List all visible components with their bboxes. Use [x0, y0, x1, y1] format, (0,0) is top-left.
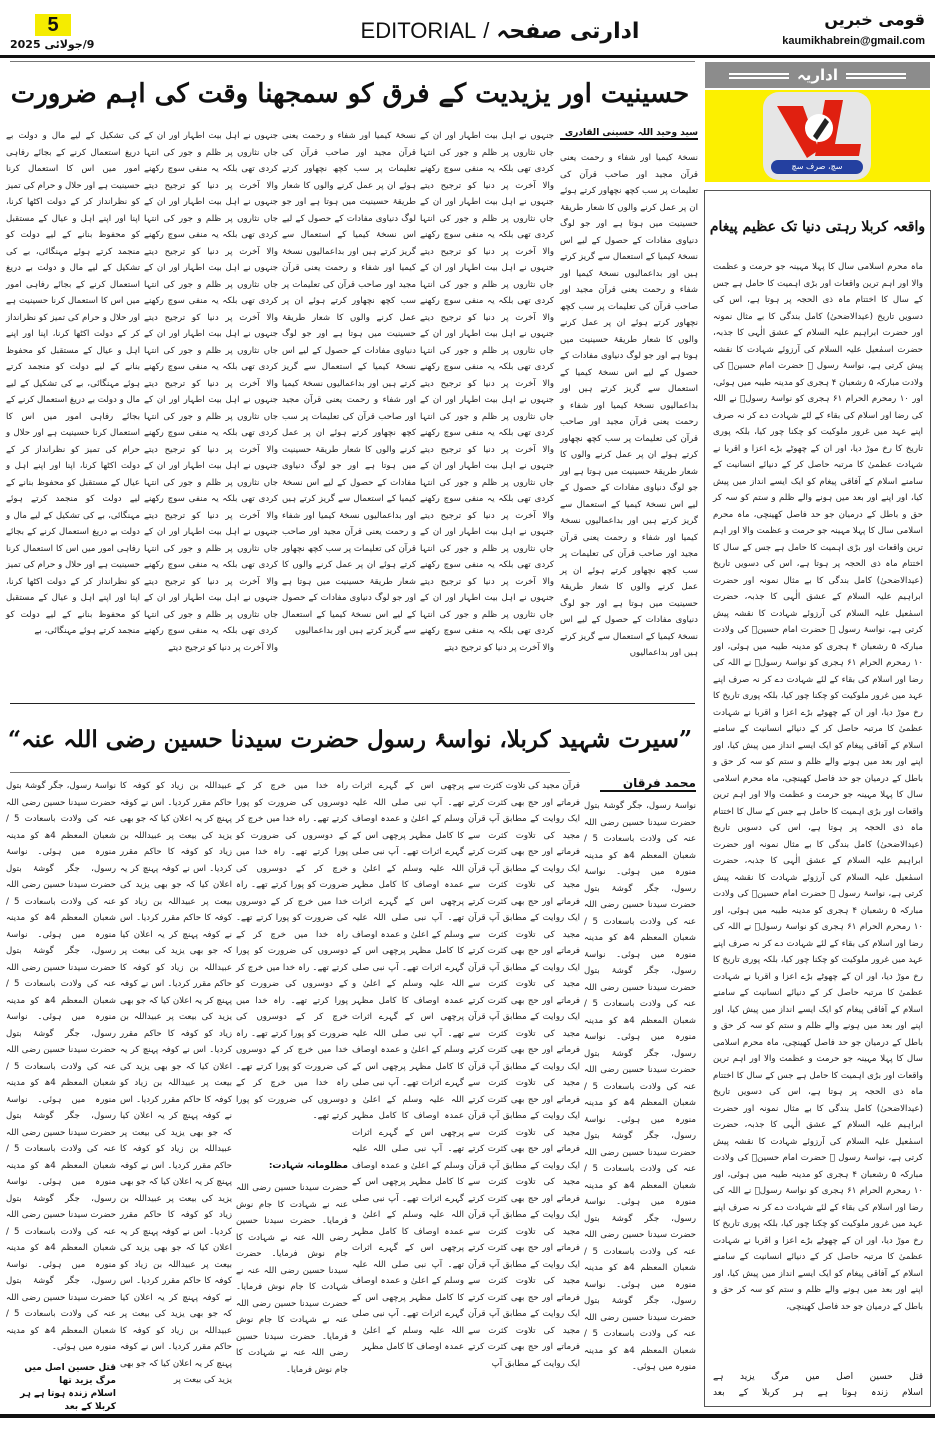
article2-subhead: مظلومانہ شہادت:	[268, 1161, 348, 1171]
couplet-line	[713, 1372, 923, 1382]
article1-byline: سید وحید اللہ حسینی القادری	[560, 128, 698, 140]
section-title-en: EDITORIAL	[360, 18, 477, 43]
word: قتل	[909, 1372, 923, 1382]
editorial-label-text: اداریہ	[796, 66, 839, 84]
footer-rule	[0, 1414, 935, 1418]
decorative-rule	[846, 73, 906, 79]
word: کربلا	[762, 1388, 780, 1398]
contact-email: kaumikhabrein@gmail.com	[782, 35, 925, 47]
couplet-line	[713, 1388, 923, 1398]
word: ہے	[713, 1372, 724, 1382]
word: ہوتا	[842, 1388, 858, 1398]
footer-quote-line: اسلام زندہ ہوتا ہے ہر کربلا کے بعد	[19, 1389, 116, 1412]
word: ہر	[793, 1388, 804, 1398]
article2-column: حضرت سیدنا حسین رضی اللہ عنہ نے شہادت کا جام نوش فرمایا۔ حضرت سیدنا حسین رضی اللہ عنہ نے شہادت کا جام نوش فرمایا۔ حضرت سیدنا حسین رضی اللہ عنہ نے شہادت کا جام نوش فرمایا۔ حضرت سیدنا حسین رضی اللہ عنہ نے شہادت کا جام نوش فرمایا۔ حضرت سیدنا حسین رضی اللہ عنہ نے شہادت کا جام نوش فرمایا۔	[236, 1183, 348, 1375]
logo-tagline: سچ، صرف سچ	[771, 160, 863, 174]
section-title-ur: ادارتی صفحہ	[496, 19, 640, 44]
word: زندہ	[871, 1388, 889, 1398]
brand-logo-panel	[705, 90, 930, 182]
newspaper-name: قومی خبریں	[824, 10, 925, 29]
footer-quote-line: قتل حسین اصل میں مرگ یزید تھا	[24, 1363, 116, 1386]
word: اسلام	[902, 1388, 923, 1398]
footer-quote	[6, 1362, 116, 1414]
editorial-label	[705, 62, 930, 88]
page-number: 5	[35, 14, 71, 36]
article2-byline: محمد فرقان	[600, 776, 696, 792]
article1-column: جنہوں نے اہل بیت اطہار اور ان کے جاں نثاروں پر ظلم و جور کی انتہا کردی تھی بلکہ یہ منفی سوچ رکھنے والا آخرت پر دنیا کو ترجیح دیتے جنہوں نے اہل بیت اطہار اور ان کے جاں نثاروں پر ظلم و جور کی انتہا کردی تھی بلکہ یہ منفی سوچ رکھنے والا آخرت پر دنیا کو ترجیح دیتے جنہوں نے اہل بیت اطہار اور ان کے جاں نثاروں پر ظلم و جور کی انتہا کردی تھی بلکہ یہ منفی سوچ رکھنے والا آخرت پر دنیا کو ترجیح دیتے جنہوں نے اہل بیت اطہار اور ان کے جاں نثاروں پر ظلم و جور کی انتہا کردی تھی بلکہ یہ منفی سوچ رکھنے والا آخرت پر دنیا کو ترجیح دیتے جنہوں نے اہل بیت اطہار اور ان کے جاں نثاروں پر ظلم و جور کی انتہا کردی تھی بلکہ یہ منفی سوچ رکھنے والا آخرت پر دنیا کو ترجیح دیتے جنہوں نے اہل بیت اطہار اور ان کے جاں نثاروں پر ظلم و جور کی انتہا کردی تھی بلکہ یہ منفی سوچ رکھنے والا آخرت پر دنیا کو ترجیح دیتے جنہوں نے اہل بیت اطہار اور ان کے جاں نثاروں پر ظلم و جور کی انتہا کردی تھی بلکہ یہ منفی سوچ رکھنے والا آخرت پر دنیا کو ترجیح دیتے جنہوں نے اہل بیت اطہار اور ان کے جاں نثاروں پر ظلم و جور کی انتہا کردی تھی بلکہ یہ منفی سوچ رکھنے والا آخرت پر دنیا کو ترجیح دیتے	[144, 131, 278, 653]
article2-headline: ”سیرت شہید کربلا، نواسۂ رسول حضرت سیدنا حسین رضی اللہ عنہ“	[7, 726, 693, 753]
word: حسین	[869, 1372, 893, 1382]
decorative-rule	[729, 73, 789, 79]
word: مرگ	[771, 1372, 789, 1382]
article1-column: کی تشکیل کے لیے مال و دولت بے دریغ استعمال کرنے کے بجائے رفاہی امور میں اس کا استعمال کرنا حسینیت ہے اور حلال و حرام کی تمیز کو نظرانداز کر کے دولت اکٹھا کرنا، اپنا اور اپنے اہل و عیال کے مستقبل کو محفوظ بنانے کے لیے دولت کو منجمد کرتے ہوئے مہنگائی، بے کی تشکیل کے لیے مال و دولت بے دریغ استعمال کرنے کے بجائے رفاہی امور میں اس کا استعمال کرنا حسینیت ہے اور حلال و حرام کی تمیز کو نظرانداز کر کے دولت اکٹھا کرنا، اپنا اور اپنے اہل و عیال کے مستقبل کو محفوظ بنانے کے لیے دولت کو منجمد کرتے ہوئے مہنگائی، بے کی تشکیل کے لیے مال و دولت بے دریغ استعمال کرنے کے بجائے رفاہی امور میں اس کا استعمال کرنا حسینیت ہے اور حلال و حرام کی تمیز کو نظرانداز کر کے دولت اکٹھا کرنا، اپنا اور اپنے اہل و عیال کے مستقبل کو محفوظ بنانے کے لیے دولت کو منجمد کرتے ہوئے مہنگائی، بے کی تشکیل کے لیے مال و دولت بے دریغ استعمال کرنے کے بجائے رفاہی امور میں اس کا استعمال کرنا حسینیت ہے اور حلال و حرام کی تمیز کو نظرانداز کر کے دولت اکٹھا کرنا، اپنا اور اپنے اہل و عیال کے مستقبل کو محفوظ بنانے کے لیے دولت کو منجمد کرتے ہوئے مہنگائی، بے	[6, 131, 140, 636]
article2-column: قرآن مجید کی تلاوت کثرت سے فرماتے اور حج بھی کثرت کرتے ایک روایت کے مطابق آپ قرآن مجید کی تلاوت کثرت سے فرماتے اور حج بھی کثرت کرتے ایک روایت کے مطابق آپ قرآن مجید کی تلاوت کثرت سے فرماتے اور حج بھی کثرت کرتے ایک روایت کے مطابق آپ قرآن مجید کی تلاوت کثرت سے فرماتے اور حج بھی کثرت کرتے ایک روایت کے مطابق آپ قرآن مجید کی تلاوت کثرت سے فرماتے اور حج بھی کثرت کرتے ایک روایت کے مطابق آپ قرآن مجید کی تلاوت کثرت سے فرماتے اور حج بھی کثرت کرتے ایک روایت کے مطابق آپ قرآن مجید کی تلاوت کثرت سے فرماتے اور حج بھی کثرت کرتے ایک روایت کے مطابق آپ قرآن مجید کی تلاوت کثرت سے فرماتے اور حج بھی کثرت کرتے ایک روایت کے مطابق آپ قرآن مجید کی تلاوت کثرت سے فرماتے اور حج بھی کثرت کرتے ایک روایت کے مطابق آپ قرآن مجید کی تلاوت کثرت سے فرماتے اور حج بھی کثرت کرتے ایک روایت کے مطابق آپ قرآن مجید کی تلاوت کثرت سے فرماتے اور حج بھی کثرت کرتے ایک روایت کے مطابق آپ قرآن مجید کی تلاوت کثرت سے فرماتے اور حج بھی کثرت کرتے ایک روایت کے مطابق آپ	[468, 781, 580, 1369]
word: میں	[805, 1372, 820, 1382]
section-title	[300, 18, 700, 44]
word: کے	[738, 1388, 749, 1398]
divider	[10, 703, 695, 704]
issue-date: 9/جولائی 2025	[10, 38, 95, 51]
article2-column: راہ خدا میں خرچ کر کے دوسروں کی ضرورت کو پورا کرتے تھے۔ راہ خدا میں خرچ کر کے دوسروں کی ضرورت کو پورا کرتے تھے۔ راہ خدا میں خرچ کر کے دوسروں کی ضرورت کو پورا کرتے تھے۔ راہ خدا میں خرچ کر کے دوسروں کی ضرورت کو پورا کرتے تھے۔ راہ خدا میں خرچ کر کے دوسروں کی ضرورت کو پورا کرتے تھے۔ راہ خدا میں خرچ کر کے دوسروں کی ضرورت کو پورا کرتے تھے۔ راہ خدا میں خرچ کر کے دوسروں کی ضرورت کو پورا کرتے تھے۔ راہ خدا میں خرچ کر کے دوسروں کی ضرورت کو پورا کرتے تھے۔ راہ خدا میں خرچ کر کے دوسروں کی ضرورت کو پورا کرتے تھے۔	[236, 781, 348, 1121]
divider	[10, 772, 570, 773]
article1-column: جنہوں نے اہل بیت اطہار اور ان کے جاں نثاروں پر ظلم و جور کی انتہا کردی تھی بلکہ یہ منفی سوچ رکھنے والا آخرت پر دنیا کو ترجیح دیتے جنہوں نے اہل بیت اطہار اور ان کے جاں نثاروں پر ظلم و جور کی انتہا کردی تھی بلکہ یہ منفی سوچ رکھنے والا آخرت پر دنیا کو ترجیح دیتے جنہوں نے اہل بیت اطہار اور ان کے جاں نثاروں پر ظلم و جور کی انتہا کردی تھی بلکہ یہ منفی سوچ رکھنے والا آخرت پر دنیا کو ترجیح دیتے جنہوں نے اہل بیت اطہار اور ان کے جاں نثاروں پر ظلم و جور کی انتہا کردی تھی بلکہ یہ منفی سوچ رکھنے والا آخرت پر دنیا کو ترجیح دیتے جنہوں نے اہل بیت اطہار اور ان کے جاں نثاروں پر ظلم و جور کی انتہا کردی تھی بلکہ یہ منفی سوچ رکھنے والا آخرت پر دنیا کو ترجیح دیتے جنہوں نے اہل بیت اطہار اور ان کے جاں نثاروں پر ظلم و جور کی انتہا کردی تھی بلکہ یہ منفی سوچ رکھنے والا آخرت پر دنیا کو ترجیح دیتے جنہوں نے اہل بیت اطہار اور ان کے جاں نثاروں پر ظلم و جور کی انتہا کردی تھی بلکہ یہ منفی سوچ رکھنے والا آخرت پر دنیا کو ترجیح دیتے جنہوں نے اہل بیت اطہار اور ان کے جاں نثاروں پر ظلم و جور کی انتہا کردی تھی بلکہ یہ منفی سوچ رکھنے والا آخرت پر دنیا کو ترجیح دیتے	[420, 131, 554, 653]
editorial-headline: واقعہ کربلا رہتی دنیا تک عظیم پیغام	[709, 219, 926, 235]
editorial-box	[704, 190, 931, 1407]
word: یزید	[739, 1372, 755, 1382]
article1-headline: حسینیت اور یزیدیت کے فرق کو سمجھنا وقت کی اہم ضرورت	[10, 79, 690, 109]
article2-column: نواسۂ رسول، جگر گوشۂ بتول حضرت سیدنا حسین رضی اللہ عنہ کی ولادت باسعادت 5 / شعبان المعظم 4ھ کو مدینہ منورہ میں ہوئی۔ نواسۂ رسول، جگر گوشۂ بتول حضرت سیدنا حسین رضی اللہ عنہ کی ولادت باسعادت 5 / شعبان المعظم 4ھ کو مدینہ منورہ میں ہوئی۔ نواسۂ رسول، جگر گوشۂ بتول حضرت سیدنا حسین رضی اللہ عنہ کی ولادت باسعادت 5 / شعبان المعظم 4ھ کو مدینہ منورہ میں ہوئی۔ نواسۂ رسول، جگر گوشۂ بتول حضرت سیدنا حسین رضی اللہ عنہ کی ولادت باسعادت 5 / شعبان المعظم 4ھ کو مدینہ منورہ میں ہوئی۔ نواسۂ رسول، جگر گوشۂ بتول حضرت سیدنا حسین رضی اللہ عنہ کی ولادت باسعادت 5 / شعبان المعظم 4ھ کو مدینہ منورہ میں ہوئی۔ نواسۂ رسول، جگر گوشۂ بتول حضرت سیدنا حسین رضی اللہ عنہ کی ولادت باسعادت 5 / شعبان المعظم 4ھ کو مدینہ منورہ میں ہوئی۔ نواسۂ رسول، جگر گوشۂ بتول حضرت سیدنا حسین رضی اللہ عنہ کی ولادت باسعادت 5 / شعبان المعظم 4ھ کو مدینہ منورہ میں ہوئی۔	[6, 781, 116, 1352]
pen-logo-icon	[763, 92, 871, 180]
article1-column: نسخۂ کیمیا اور شفاء و رحمت یعنی قرآن مجید اور صاحب قرآن کی تعلیمات پر سب کچھ نچھاور کرتے ہوئے ان پر عمل کرنے والوں کا شعار طریقۂ حسینیت میں ہوتا ہے اور جو لوگ دنیاوی مفادات کے حصول کے لیے اس نسخۂ کیمیا کے استعمال سے گریز کرتے ہیں اور بداعمالیوں نسخۂ کیمیا اور شفاء و رحمت یعنی قرآن مجید اور صاحب قرآن کی تعلیمات پر سب کچھ نچھاور کرتے ہوئے ان پر عمل کرنے والوں کا شعار طریقۂ حسینیت میں ہوتا ہے اور جو لوگ دنیاوی مفادات کے حصول کے لیے اس نسخۂ کیمیا کے استعمال سے گریز کرتے ہیں اور بداعمالیوں نسخۂ کیمیا اور شفاء و رحمت یعنی قرآن مجید اور صاحب قرآن کی تعلیمات پر سب کچھ نچھاور کرتے ہوئے ان پر عمل کرنے والوں کا شعار طریقۂ حسینیت میں ہوتا ہے اور جو لوگ دنیاوی مفادات کے حصول کے لیے اس نسخۂ کیمیا کے استعمال سے گریز کرتے ہیں اور بداعمالیوں نسخۂ کیمیا اور شفاء و رحمت یعنی قرآن مجید اور صاحب قرآن کی تعلیمات پر سب کچھ نچھاور کرتے ہوئے ان پر عمل کرنے والوں کا شعار طریقۂ حسینیت میں ہوتا ہے اور جو لوگ دنیاوی مفادات کے حصول کے لیے اس نسخۂ کیمیا کے استعمال سے گریز کرتے ہیں اور بداعمالیوں	[560, 153, 698, 658]
section-separator: /	[483, 18, 490, 43]
divider	[10, 61, 695, 62]
word: بعد	[713, 1388, 725, 1398]
word: اصل	[836, 1372, 854, 1382]
word: ہے	[817, 1388, 829, 1398]
masthead-brand	[782, 10, 925, 47]
article2-column: عبیداللہ بن زیاد کو کوفہ کا حاکم مقرر کردیا۔ اس نے کوفہ پہنچ کر یہ اعلان کیا کہ جو بھی یزید کی بیعت پر عبیداللہ بن زیاد کو کوفہ کا حاکم مقرر کردیا۔ اس نے کوفہ پہنچ کر یہ اعلان کیا کہ جو بھی یزید کی بیعت پر عبیداللہ بن زیاد کو کوفہ کا حاکم مقرر کردیا۔ اس نے کوفہ پہنچ کر یہ اعلان کیا کہ جو بھی یزید کی بیعت پر عبیداللہ بن زیاد کو کوفہ کا حاکم مقرر کردیا۔ اس نے کوفہ پہنچ کر یہ اعلان کیا کہ جو بھی یزید کی بیعت پر عبیداللہ بن زیاد کو کوفہ کا حاکم مقرر کردیا۔ اس نے کوفہ پہنچ کر یہ اعلان کیا کہ جو بھی یزید کی بیعت پر عبیداللہ بن زیاد کو کوفہ کا حاکم مقرر کردیا۔ اس نے کوفہ پہنچ کر یہ اعلان کیا کہ جو بھی یزید کی بیعت پر عبیداللہ بن زیاد کو کوفہ کا حاکم مقرر کردیا۔ اس نے کوفہ پہنچ کر یہ اعلان کیا کہ جو بھی یزید کی بیعت پر عبیداللہ بن زیاد کو کوفہ کا حاکم مقرر کردیا۔ اس نے کوفہ پہنچ کر یہ اعلان کیا کہ جو بھی یزید کی بیعت پر عبیداللہ بن زیاد کو کوفہ کا حاکم مقرر کردیا۔ اس نے کوفہ پہنچ کر یہ اعلان کیا کہ جو بھی یزید کی بیعت پر عبیداللہ بن زیاد کو کوفہ کا حاکم مقرر کردیا۔ اس نے کوفہ پہنچ کر یہ اعلان کیا کہ جو بھی یزید کی بیعت پر	[120, 781, 232, 1385]
article1-column: نسخۂ کیمیا اور شفاء و رحمت یعنی قرآن مجید اور صاحب قرآن کی تعلیمات پر سب کچھ نچھاور کرتے ہوئے ان پر عمل کرنے والوں کا شعار طریقۂ حسینیت میں ہوتا ہے اور جو لوگ دنیاوی مفادات کے حصول کے لیے اس نسخۂ کیمیا کے استعمال سے گریز کرتے ہیں اور بداعمالیوں نسخۂ کیمیا اور شفاء و رحمت یعنی قرآن مجید اور صاحب قرآن کی تعلیمات پر سب کچھ نچھاور کرتے ہوئے ان پر عمل کرنے والوں کا شعار طریقۂ حسینیت میں ہوتا ہے اور جو لوگ دنیاوی مفادات کے حصول کے لیے اس نسخۂ کیمیا کے استعمال سے گریز کرتے ہیں اور بداعمالیوں نسخۂ کیمیا اور شفاء و رحمت یعنی قرآن مجید اور صاحب قرآن کی تعلیمات پر سب کچھ نچھاور کرتے ہوئے ان پر عمل کرنے والوں کا شعار طریقۂ حسینیت میں ہوتا ہے اور جو لوگ دنیاوی مفادات کے حصول کے لیے اس نسخۂ کیمیا کے استعمال سے گریز کرتے ہیں اور بداعمالیوں نسخۂ کیمیا اور شفاء و رحمت یعنی قرآن مجید اور صاحب قرآن کی تعلیمات پر سب کچھ نچھاور کرتے ہوئے ان پر عمل کرنے والوں کا شعار طریقۂ حسینیت میں ہوتا ہے اور جو لوگ دنیاوی مفادات کے حصول کے لیے اس نسخۂ کیمیا کے استعمال سے گریز کرتے ہیں اور بداعمالیوں	[282, 131, 416, 636]
article2-column: نواسۂ رسول، جگر گوشۂ بتول حضرت سیدنا حسین رضی اللہ عنہ کی ولادت باسعادت 5 / شعبان المعظم 4ھ کو مدینہ منورہ میں ہوئی۔ نواسۂ رسول، جگر گوشۂ بتول حضرت سیدنا حسین رضی اللہ عنہ کی ولادت باسعادت 5 / شعبان المعظم 4ھ کو مدینہ منورہ میں ہوئی۔ نواسۂ رسول، جگر گوشۂ بتول حضرت سیدنا حسین رضی اللہ عنہ کی ولادت باسعادت 5 / شعبان المعظم 4ھ کو مدینہ منورہ میں ہوئی۔ نواسۂ رسول، جگر گوشۂ بتول حضرت سیدنا حسین رضی اللہ عنہ کی ولادت باسعادت 5 / شعبان المعظم 4ھ کو مدینہ منورہ میں ہوئی۔ نواسۂ رسول، جگر گوشۂ بتول حضرت سیدنا حسین رضی اللہ عنہ کی ولادت باسعادت 5 / شعبان المعظم 4ھ کو مدینہ منورہ میں ہوئی۔ نواسۂ رسول، جگر گوشۂ بتول حضرت سیدنا حسین رضی اللہ عنہ کی ولادت باسعادت 5 / شعبان المعظم 4ھ کو مدینہ منورہ میں ہوئی۔ نواسۂ رسول، جگر گوشۂ بتول حضرت سیدنا حسین رضی اللہ عنہ کی ولادت باسعادت 5 / شعبان المعظم 4ھ کو مدینہ منورہ میں ہوئی۔	[584, 801, 696, 1372]
editorial-text: ماہ محرم اسلامی سال کا پہلا مہینہ جو حرمت و عظمت والا اور اہم ترین واقعات اور بڑی اہمیت کا حامل ہے جس کے سال کا اختتام ماہ ذی الحجہ پر ہوتا ہے، اس کی دسویں تاریخ (عیدالاضحیٰ) کامل بندگی کا بے مثال نمونہ اور حضرت ابراہیم علیہ السلام کے عشق الٰہی کا جذبہ، حضرت اسمٰعیل علیہ السلام کی آرزوئے شہادت کا نقشہ پیش کرتی ہے، نواسۂ رسول ﷺ حضرت امام حسینؓ کی ولادت مبارکہ ۵ رشعبان ۴ ہجری کو مدینہ طیبہ میں ہوئی، اور ۱۰ رمحرم الحرام ۶۱ ہجری کو نواسۂ رسولؐ نے اللہ کی رضا اور اسلام کی بقاء کے لئے شہادت دے کر نہ صرف اپنے عہد میں غرور ملوکیت کو چکنا چور کیا، بلکہ پوری تاریخ کا رخ موڑ دیا، اور ان کے چھوٹے بڑے اعزا و اقربا نے شہادت عظمیٰ کا مرتبہ حاصل کر کے دنیائے انسانیت کے سامنے اسلام کے آفاقی پیغام کو ایک ایسے انداز میں پیش کیا، اور اپنے اور بعد میں ہونے والے ظلم و ستم کو سہ کر حق و باطل کے درمیان جو حد فاصل کھینچی، ماہ محرم اسلامی سال کا پہلا مہینہ جو حرمت و عظمت والا اور اہم ترین واقعات اور بڑی اہمیت کا حامل ہے جس کے سال کا اختتام ماہ ذی الحجہ پر ہوتا ہے، اس کی دسویں تاریخ (عیدالاضحیٰ) کامل بندگی کا بے مثال نمونہ اور حضرت ابراہیم علیہ السلام کے عشق الٰہی کا جذبہ، حضرت اسمٰعیل علیہ السلام کی آرزوئے شہادت کا نقشہ پیش کرتی ہے، نواسۂ رسول ﷺ حضرت امام حسینؓ کی ولادت مبارکہ ۵ رشعبان ۴ ہجری کو مدینہ طیبہ میں ہوئی، اور ۱۰ رمحرم الحرام ۶۱ ہجری کو نواسۂ رسولؐ نے اللہ کی رضا اور اسلام کی بقاء کے لئے شہادت دے کر نہ صرف اپنے عہد میں غرور ملوکیت کو چکنا چور کیا، بلکہ پوری تاریخ کا رخ موڑ دیا، اور ان کے چھوٹے بڑے اعزا و اقربا نے شہادت عظمیٰ کا مرتبہ حاصل کر کے دنیائے انسانیت کے سامنے اسلام کے آفاقی پیغام کو ایک ایسے انداز میں پیش کیا، اور اپنے اور بعد میں ہونے والے ظلم و ستم کو سہ کر حق و باطل کے درمیان جو حد فاصل کھینچی، ماہ محرم اسلامی سال کا پہلا مہینہ جو حرمت و عظمت والا اور اہم ترین واقعات اور بڑی اہمیت کا حامل ہے جس کے سال کا اختتام ماہ ذی الحجہ پر ہوتا ہے، اس کی دسویں تاریخ (عیدالاضحیٰ) کامل بندگی کا بے مثال نمونہ اور حضرت ابراہیم علیہ السلام کے عشق الٰہی کا جذبہ، حضرت اسمٰعیل علیہ السلام کی آرزوئے شہادت کا نقشہ پیش کرتی ہے، نواسۂ رسول ﷺ حضرت امام حسینؓ کی ولادت مبارکہ ۵ رشعبان ۴ ہجری کو مدینہ طیبہ میں ہوئی، اور ۱۰ رمحرم الحرام ۶۱ ہجری کو نواسۂ رسولؐ نے اللہ کی رضا اور اسلام کی بقاء کے لئے شہادت دے کر نہ صرف اپنے عہد میں غرور ملوکیت کو چکنا چور کیا، بلکہ پوری تاریخ کا رخ موڑ دیا، اور ان کے چھوٹے بڑے اعزا و اقربا نے شہادت عظمیٰ کا مرتبہ حاصل کر کے دنیائے انسانیت کے سامنے اسلام کے آفاقی پیغام کو ایک ایسے انداز میں پیش کیا، اور اپنے اور بعد میں ہونے والے ظلم و ستم کو سہ کر حق و باطل کے درمیان جو حد فاصل کھینچی، ماہ محرم اسلامی سال کا پہلا مہینہ جو حرمت و عظمت والا اور اہم ترین واقعات اور بڑی اہمیت کا حامل ہے جس کے سال کا اختتام ماہ ذی الحجہ پر ہوتا ہے، اس کی دسویں تاریخ (عیدالاضحیٰ) کامل بندگی کا بے مثال نمونہ اور حضرت ابراہیم علیہ السلام کے عشق الٰہی کا جذبہ، حضرت اسمٰعیل علیہ السلام کی آرزوئے شہادت کا نقشہ پیش کرتی ہے، نواسۂ رسول ﷺ حضرت امام حسینؓ کی ولادت مبارکہ ۵ رشعبان ۴ ہجری کو مدینہ طیبہ میں ہوئی، اور ۱۰ رمحرم الحرام ۶۱ ہجری کو نواسۂ رسولؐ نے اللہ کی رضا اور اسلام کی بقاء کے لئے شہادت دے کر نہ صرف اپنے عہد میں غرور ملوکیت کو چکنا چور کیا، بلکہ پوری تاریخ کا رخ موڑ دیا، اور ان کے چھوٹے بڑے اعزا و اقربا نے شہادت عظمیٰ کا مرتبہ حاصل کر کے دنیائے انسانیت کے سامنے اسلام کے آفاقی پیغام کو ایک ایسے انداز میں پیش کیا، اور اپنے اور بعد میں ہونے والے ظلم و ستم کو سہ کر حق و باطل کے درمیان جو حد فاصل کھینچی،	[713, 262, 924, 1312]
header-rule	[0, 55, 935, 58]
article2-column: پرچھی اس کے گہرے اثرات تھے۔ آپ نبی صلی اللہ علیہ وسلم کے اعلیٰ و عمدہ اوصاف کا کامل مظہر پرچھی اس کے گہرے اثرات تھے۔ آپ نبی صلی اللہ علیہ وسلم کے اعلیٰ و عمدہ اوصاف کا کامل مظہر پرچھی اس کے گہرے اثرات تھے۔ آپ نبی صلی اللہ علیہ وسلم کے اعلیٰ و عمدہ اوصاف کا کامل مظہر پرچھی اس کے گہرے اثرات تھے۔ آپ نبی صلی اللہ علیہ وسلم کے اعلیٰ و عمدہ اوصاف کا کامل مظہر پرچھی اس کے گہرے اثرات تھے۔ آپ نبی صلی اللہ علیہ وسلم کے اعلیٰ و عمدہ اوصاف کا کامل مظہر پرچھی اس کے گہرے اثرات تھے۔ آپ نبی صلی اللہ علیہ وسلم کے اعلیٰ و عمدہ اوصاف کا کامل مظہر پرچھی اس کے گہرے اثرات تھے۔ آپ نبی صلی اللہ علیہ وسلم کے اعلیٰ و عمدہ اوصاف کا کامل مظہر پرچھی اس کے گہرے اثرات تھے۔ آپ نبی صلی اللہ علیہ وسلم کے اعلیٰ و عمدہ اوصاف کا کامل مظہر پرچھی اس کے گہرے اثرات تھے۔ آپ نبی صلی اللہ علیہ وسلم کے اعلیٰ و عمدہ اوصاف کا کامل مظہر پرچھی اس کے گہرے اثرات تھے۔ آپ نبی صلی اللہ علیہ وسلم کے اعلیٰ و عمدہ اوصاف کا کامل مظہر	[352, 781, 464, 1352]
